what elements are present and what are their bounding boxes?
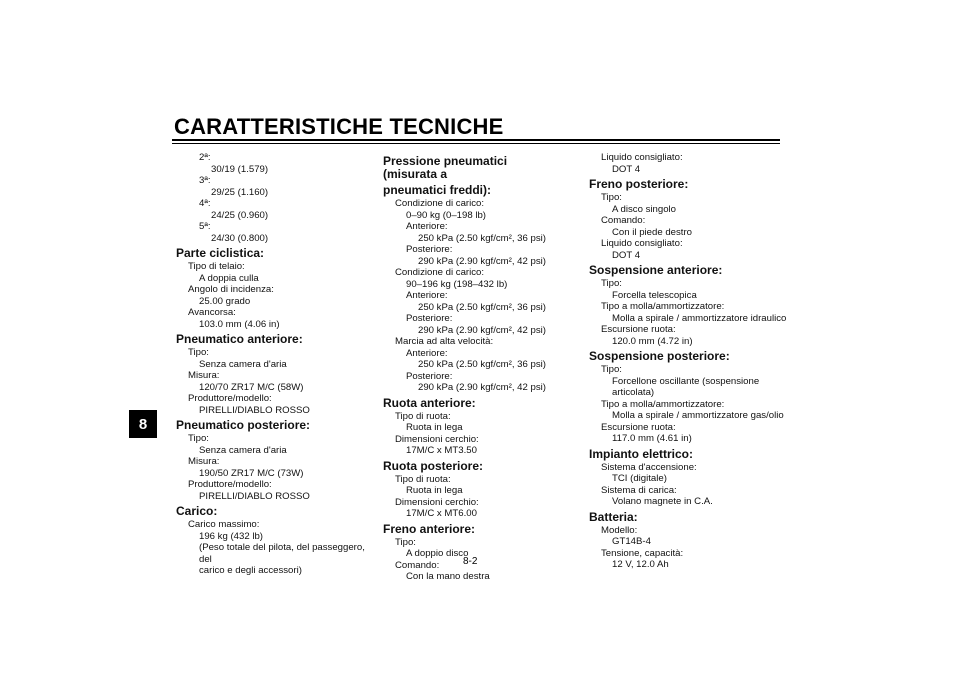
- spec-line: 2ª:: [199, 152, 211, 163]
- section-heading: Freno posteriore:: [589, 177, 689, 191]
- header-rule-thick: [172, 139, 780, 141]
- spec-line: 3ª:: [199, 175, 211, 186]
- spec-line: 0–90 kg (0–198 lb): [406, 209, 487, 221]
- section-heading: Pneumatico anteriore:: [176, 332, 303, 346]
- spec-line: Anteriore:: [406, 221, 448, 232]
- spec-line: Tensione, capacità:: [601, 547, 684, 559]
- section-heading: Pneumatico posteriore:: [176, 418, 311, 432]
- spec-line: 12 V, 12.0 Ah: [612, 559, 669, 570]
- spec-line: Liquido consigliato:: [601, 152, 683, 163]
- spec-line: Molla a spirale / ammortizzatore gas/olio: [612, 410, 784, 421]
- spec-line: Escursione ruota:: [601, 421, 676, 433]
- spec-line: A disco singolo: [612, 203, 676, 215]
- spec-line: 5ª:: [199, 221, 211, 232]
- section-heading: Ruota anteriore:: [383, 395, 476, 410]
- spec-line: 117.0 mm (4.61 in): [612, 433, 692, 444]
- spec-line: 290 kPa (2.90 kgf/cm², 42 psi): [418, 255, 546, 267]
- section-heading: Sospensione posteriore:: [589, 349, 730, 363]
- spec-line: Anteriore:: [406, 347, 448, 359]
- spec-line: 196 kg (432 lb): [199, 530, 263, 542]
- spec-line: 290 kPa (2.90 kgf/cm², 42 psi): [418, 324, 546, 336]
- section-heading: Carico:: [176, 504, 218, 518]
- spec-line: Tipo:: [395, 536, 416, 548]
- spec-line: 24/30 (0.800): [211, 232, 269, 244]
- spec-line: A doppio disco: [406, 548, 469, 559]
- spec-line: Comando:: [395, 559, 440, 571]
- spec-line: 17M/C x MT3.50: [406, 445, 477, 456]
- header-rule-thin: [172, 143, 780, 144]
- spec-line: articolata): [612, 387, 655, 398]
- spec-line: Produttore/modello:: [188, 393, 272, 404]
- spec-line: Posteriore:: [406, 370, 453, 382]
- spec-line: Tipo:: [601, 278, 622, 289]
- spec-line: Tipo:: [188, 347, 209, 358]
- spec-column-2: [383, 152, 563, 583]
- spec-line: Tipo di telaio:: [188, 261, 245, 272]
- spec-line: Ruota in lega: [406, 422, 463, 433]
- spec-line: 250 kPa (2.50 kgf/cm², 36 psi): [418, 359, 546, 370]
- section-heading: pneumatici freddi):: [383, 183, 492, 197]
- spec-line: Escursione ruota:: [601, 324, 676, 335]
- spec-line: 30/19 (1.579): [211, 163, 269, 175]
- spec-line: 120.0 mm (4.72 in): [612, 335, 693, 347]
- spec-line: Molla a spirale / ammortizzatore idraulico: [612, 312, 787, 324]
- spec-line: carico e degli accessori): [199, 565, 302, 576]
- spec-line: 17M/C x MT6.00: [406, 508, 477, 519]
- spec-line: 250 kPa (2.50 kgf/cm², 36 psi): [418, 232, 546, 244]
- spec-line: Tipo:: [188, 433, 209, 444]
- spec-line: Condizione di carico:: [395, 198, 485, 209]
- spec-column-1: [176, 152, 372, 577]
- spec-line: Tipo:: [601, 364, 622, 375]
- spec-line: Anteriore:: [406, 290, 448, 301]
- section-heading: Impianto elettrico:: [589, 446, 694, 461]
- spec-line: Modello:: [601, 524, 638, 536]
- spec-line: Marcia ad alta velocità:: [395, 336, 494, 347]
- spec-line: Carico massimo:: [188, 519, 260, 530]
- spec-line: Sistema d'accensione:: [601, 461, 697, 473]
- spec-line: Tipo di ruota:: [395, 410, 451, 422]
- spec-line: Avancorsa:: [188, 307, 236, 318]
- spec-line: Forcella telescopica: [612, 289, 697, 301]
- spec-line: Misura:: [188, 456, 220, 467]
- spec-line: Tipo a molla/ammortizzatore:: [601, 398, 725, 410]
- section-heading: Ruota posteriore:: [383, 458, 484, 473]
- section-heading: Freno anteriore:: [383, 521, 476, 536]
- spec-line: Dimensioni cerchio:: [395, 433, 479, 445]
- spec-line: TCI (digitale): [612, 473, 667, 484]
- spec-line: 25.00 grado: [199, 295, 251, 307]
- spec-line: Senza camera d'aria: [199, 444, 287, 456]
- spec-line: 90–196 kg (198–432 lb): [406, 278, 508, 290]
- section-heading: Parte ciclistica:: [176, 246, 265, 260]
- spec-line: 24/25 (0.960): [211, 209, 269, 221]
- spec-line: Dimensioni cerchio:: [395, 496, 479, 508]
- spec-line: Condizione di carico:: [395, 267, 485, 278]
- spec-line: DOT 4: [612, 163, 641, 175]
- spec-line: Forcellone oscillante (sospensione: [612, 375, 760, 387]
- spec-line: Posteriore:: [406, 244, 453, 255]
- spec-line: A doppia culla: [199, 272, 259, 284]
- page-title: CARATTERISTICHE TECNICHE: [174, 114, 504, 139]
- spec-line: 103.0 mm (4.06 in): [199, 318, 280, 330]
- spec-line: 190/50 ZR17 M/C (73W): [199, 467, 304, 479]
- spec-line: Misura:: [188, 370, 220, 381]
- spec-line: 290 kPa (2.90 kgf/cm², 42 psi): [418, 382, 546, 393]
- spec-line: Tipo di ruota:: [395, 473, 451, 485]
- spec-line: (Peso totale del pilota, del passeggero, del: [199, 542, 368, 565]
- section-heading: Pressione pneumatici (misurata a: [383, 154, 511, 181]
- spec-line: Ruota in lega: [406, 485, 463, 496]
- spec-line: Produttore/modello:: [188, 479, 272, 490]
- spec-line: 4ª:: [199, 198, 211, 209]
- chapter-tab: 8: [129, 410, 157, 438]
- page-number: 8-2: [463, 556, 478, 567]
- spec-line: 250 kPa (2.50 kgf/cm², 36 psi): [418, 301, 546, 313]
- section-heading: Batteria:: [589, 509, 638, 524]
- spec-line: PIRELLI/DIABLO ROSSO: [199, 404, 310, 416]
- spec-line: Con il piede destro: [612, 226, 692, 238]
- spec-line: Tipo:: [601, 192, 622, 203]
- spec-line: 120/70 ZR17 M/C (58W): [199, 381, 304, 393]
- spec-line: Con la mano destra: [406, 571, 490, 582]
- spec-line: Sistema di carica:: [601, 484, 677, 496]
- spec-line: Angolo di incidenza:: [188, 284, 274, 295]
- spec-line: Posteriore:: [406, 313, 453, 324]
- section-heading: Sospensione anteriore:: [589, 263, 723, 277]
- spec-line: PIRELLI/DIABLO ROSSO: [199, 490, 310, 502]
- spec-column-3: [589, 152, 789, 571]
- spec-line: GT14B-4: [612, 536, 651, 547]
- spec-line: Volano magnete in C.A.: [612, 496, 713, 507]
- spec-line: DOT 4: [612, 249, 641, 261]
- spec-line: Senza camera d'aria: [199, 358, 287, 370]
- spec-line: 29/25 (1.160): [211, 186, 269, 198]
- spec-line: Liquido consigliato:: [601, 238, 683, 249]
- spec-line: Comando:: [601, 215, 646, 226]
- spec-line: Tipo a molla/ammortizzatore:: [601, 301, 725, 312]
